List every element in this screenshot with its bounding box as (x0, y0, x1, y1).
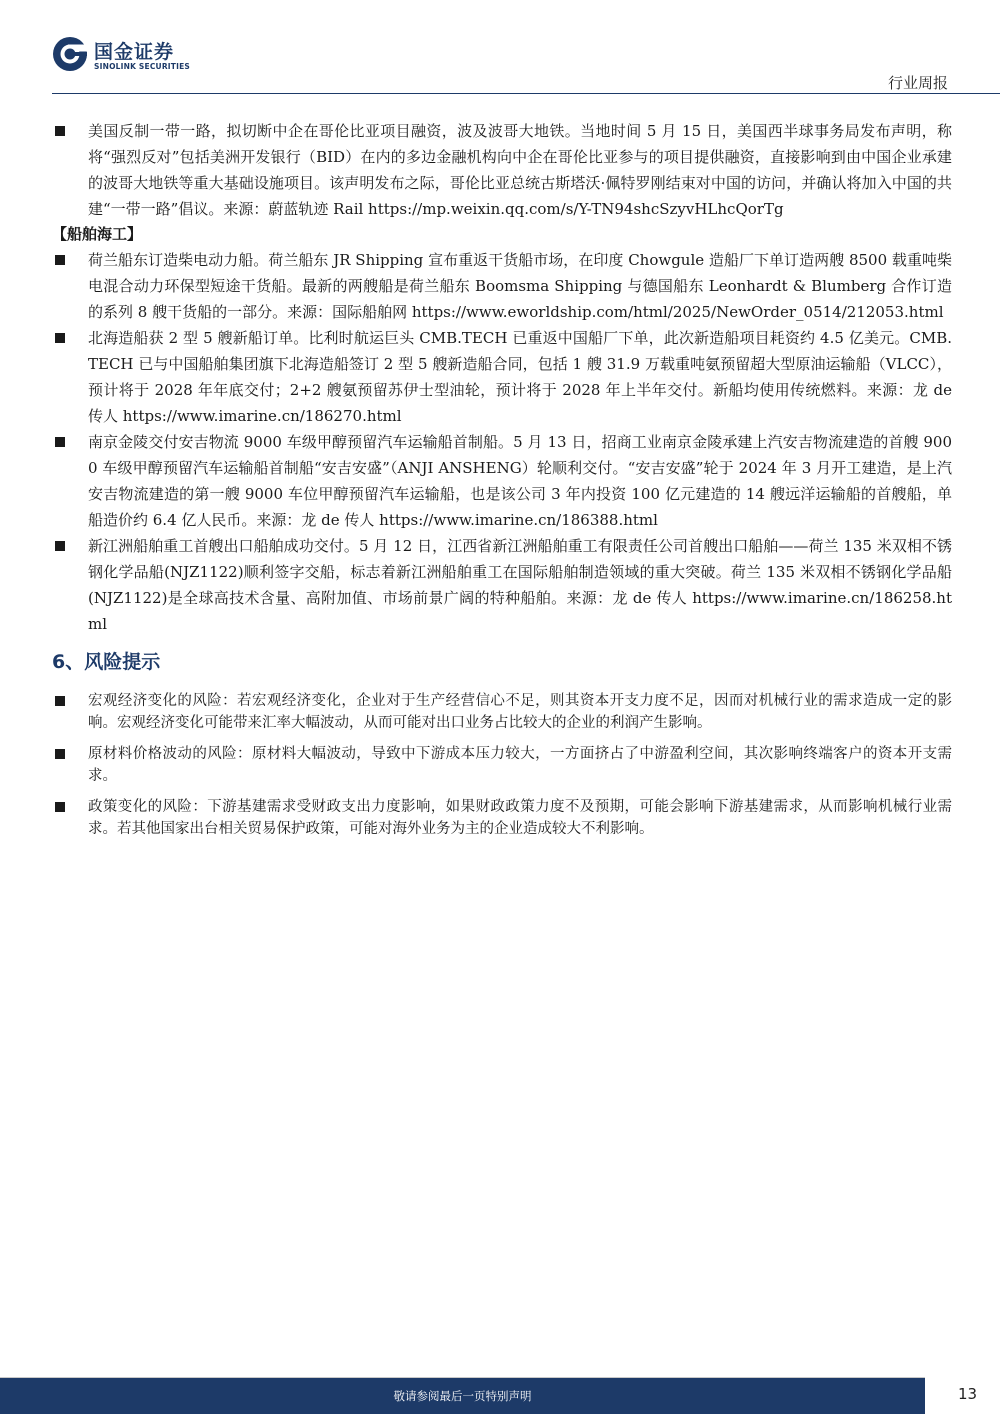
news-item-text: 美国反制一带一路，拟切断中企在哥伦比亚项目融资，波及波哥大地铁。当地时间 5 月 15 日，美国西半球事务局发布声明，称将“强烈反对”包括美洲开发银行（BID）在内的多边金融机构向中企在哥伦比亚参与的项目提供融资，直接影响到由中国企业承建的波哥大地铁等重大基础设施项目。该声明发布之际，哥伦比亚总统古斯塔沃·佩特罗刚结束对中国的访问，并确认将加入中国的共建“一带一路”倡议。来源：蔚蓝轨迹 Rail https://mp.weixin.qq.com/s/Y-TN94shcSzyvHLhcQorTg (88, 122, 952, 218)
square-bullet-icon (55, 749, 65, 759)
news-item-text: 荷兰船东订造柴电动力船。荷兰船东 JR Shipping 宣布重返干货船市场，在印度 Chowgule 造船厂下单订造两艘 8500 载重吨柴电混合动力环保型短途干货船。最新的两艘船是荷兰船东 Boomsma Shipping 与德国船东 Leonhardt & Blumberg 合作订造的系列 8 艘干货船的一部分。来源：国际船舶网 https://www.eworldship.com/html/2025/NewOrder_0514/212053.html (88, 251, 952, 321)
square-bullet-icon (55, 541, 65, 551)
news-item (52, 533, 952, 637)
news-item (52, 429, 952, 533)
news-item-text: 南京金陵交付安吉物流 9000 车级甲醇预留汽车运输船首制船。5 月 13 日，招商工业南京金陵承建上汽安吉物流建造的首艘 9000 车级甲醇预留汽车运输船首制船“安吉安盛”（ANJI ANSHENG）轮顺利交付。“安吉安盛”轮于 2024 年 3 月开工建造，是上汽安吉物流建造的第一艘 9000 车位甲醇预留汽车运输船，也是该公司 3 年内投资 100 亿元建造的 14 艘远洋运输船的首艘船，单船造价约 6.4 亿人民币。来源：龙 de 传人 https://www.imarine.cn/186388.html (88, 433, 952, 529)
report-type-label: 行业周报 (887, 74, 948, 92)
risk-list (52, 690, 952, 840)
square-bullet-icon (55, 437, 65, 447)
company-logo (52, 36, 192, 76)
square-bullet-icon (55, 333, 65, 343)
footer-disclaimer: 敬请参阅最后一页特别声明 (0, 1378, 925, 1414)
risk-item (52, 743, 952, 787)
page-number: 13 (958, 1385, 978, 1403)
news-item (52, 247, 952, 325)
logo-english-name: SINOLINK SECURITIES (94, 62, 191, 71)
square-bullet-icon (55, 696, 65, 706)
risk-item-text: 政策变化的风险：下游基建需求受财政支出力度影响，如果财政政策力度不及预期，可能会影响下游基建需求，从而影响机械行业需求。若其他国家出台相关贸易保护政策，可能对海外业务为主的企业造成较大不利影响。 (88, 799, 952, 837)
logo-chinese-name: 国金证券 (94, 41, 175, 63)
risk-item (52, 796, 952, 840)
page-header (0, 0, 1000, 95)
header-divider (52, 93, 1000, 94)
news-item (52, 325, 952, 429)
news-item (52, 118, 952, 222)
square-bullet-icon (55, 802, 65, 812)
risk-item-text: 宏观经济变化的风险：若宏观经济变化，企业对于生产经营信心不足，则其资本开支力度不足，因而对机械行业的需求造成一定的影响。宏观经济变化可能带来汇率大幅波动，从而可能对出口业务占比较大的企业的利润产生影响。 (88, 693, 952, 731)
risk-item (52, 690, 952, 734)
page-body (52, 118, 952, 849)
risk-section-heading: 6、风险提示 (52, 651, 161, 673)
industry-news-section (52, 118, 952, 637)
square-bullet-icon (55, 255, 65, 265)
risk-item-text: 原材料价格波动的风险：原材料大幅波动，导致中下游成本压力较大，一方面挤占了中游盈利空间，其次影响终端客户的资本开支需求。 (88, 746, 952, 784)
news-item-text: 新江洲船舶重工首艘出口船舶成功交付。5 月 12 日，江西省新江洲船舶重工有限责任公司首艘出口船舶——荷兰 135 米双相不锈钢化学品船(NJZ1122)顺利签字交船，标志着新江洲船舶重工在国际船舶制造领域的重大突破。荷兰 135 米双相不锈钢化学品船(NJZ1122)是全球高技术含量、高附加值、市场前景广阔的特种船舶。来源：龙 de 传人 https://www.imarine.cn/186258.html (88, 537, 952, 633)
sinolink-logo-icon (52, 36, 88, 72)
news-item-text: 北海造船获 2 型 5 艘新船订单。比利时航运巨头 CMB.TECH 已重返中国船厂下单，此次新造船项目耗资约 4.5 亿美元。CMB.TECH 已与中国船舶集团旗下北海造船签订 2 型 5 艘新造船合同，包括 1 艘 31.9 万载重吨氨预留超大型原油运输船（VLCC），预计将于 2028 年年底交付；2+2 艘氨预留苏伊士型油轮，预计将于 2028 年上半年交付。新船均使用传统燃料。来源：龙 de 传人 https://www.imarine.cn/186270.html (88, 329, 952, 425)
square-bullet-icon (55, 126, 65, 136)
section-tag-shipbuilding: 【船舶海工】 (52, 225, 143, 243)
